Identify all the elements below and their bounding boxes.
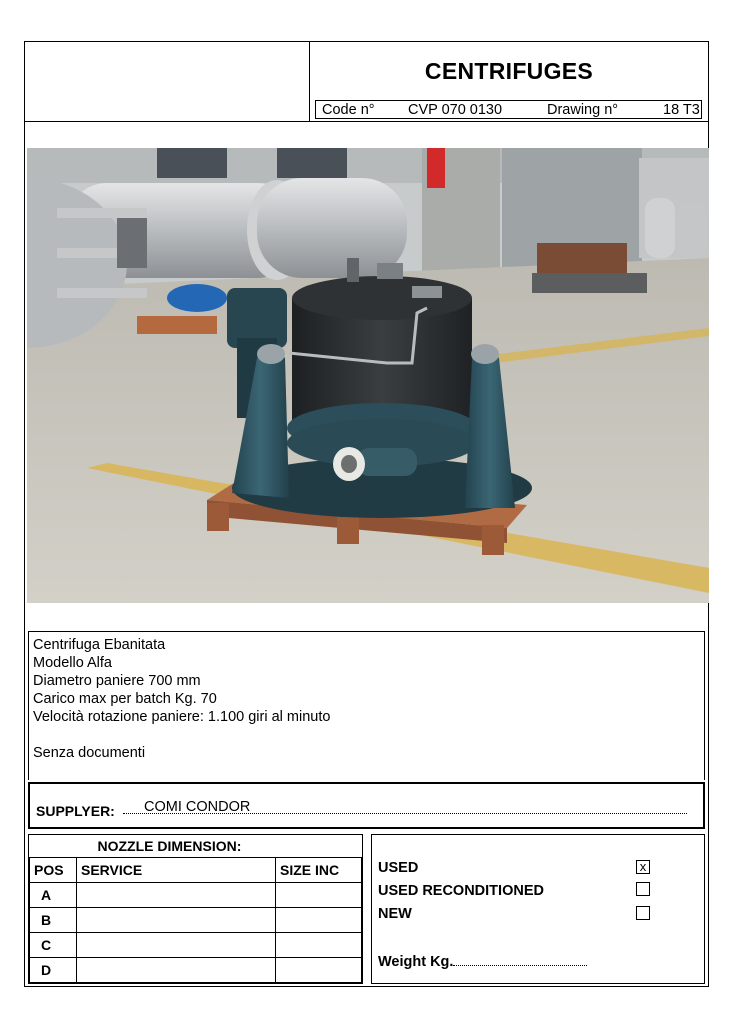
- service-cell[interactable]: [77, 907, 276, 932]
- status-new-checkbox[interactable]: [636, 906, 650, 920]
- col-header-size: SIZE INC: [276, 857, 362, 882]
- header-info: [310, 42, 708, 121]
- description-line: [33, 726, 704, 744]
- product-photo: [27, 148, 709, 603]
- supplier-value: COMI CONDOR: [144, 799, 251, 815]
- drawing-value: 18 T3: [663, 102, 700, 118]
- pos-cell: A: [30, 882, 77, 907]
- pos-cell: B: [30, 907, 77, 932]
- description-line: Diametro paniere 700 mm: [33, 673, 201, 689]
- weight-label: Weight Kg.: [378, 954, 454, 970]
- size-cell[interactable]: [276, 932, 362, 957]
- col-header-service: SERVICE: [77, 857, 276, 882]
- service-cell[interactable]: [77, 882, 276, 907]
- header-divider: [25, 121, 708, 122]
- description-line: Senza documenti: [33, 745, 146, 761]
- table-row: [30, 932, 362, 957]
- description-box: [28, 631, 705, 780]
- size-cell[interactable]: [276, 882, 362, 907]
- condition-box: [371, 834, 705, 984]
- status-reconditioned-checkbox[interactable]: [636, 882, 650, 896]
- datasheet: [24, 41, 709, 987]
- code-value: CVP 070 0130: [408, 102, 503, 118]
- description-line: Centrifuga Ebanitata: [33, 637, 166, 653]
- code-row: [315, 100, 702, 119]
- weight-dotted-line[interactable]: [453, 953, 587, 966]
- status-used-checkbox[interactable]: x: [636, 860, 650, 874]
- service-cell[interactable]: [77, 932, 276, 957]
- size-cell[interactable]: [276, 957, 362, 982]
- table-row: [30, 882, 362, 907]
- nozzle-title: NOZZLE DIMENSION:: [30, 835, 362, 857]
- description-line: Carico max per batch Kg. 70: [33, 691, 217, 707]
- table-row: [30, 957, 362, 982]
- status-reconditioned-label: USED RECONDITIONED: [378, 883, 544, 899]
- table-row: [30, 907, 362, 932]
- status-used-label: USED: [378, 860, 419, 876]
- logo-area: [25, 42, 310, 121]
- size-cell[interactable]: [276, 907, 362, 932]
- pos-cell: C: [30, 932, 77, 957]
- weight-row: [378, 953, 587, 970]
- description-line: Velocità rotazione paniere: 1.100 giri al minuto: [33, 709, 331, 725]
- supplier-label: SUPPLYER:: [36, 803, 115, 819]
- page-title: CENTRIFUGES: [424, 58, 594, 84]
- status-new-label: NEW: [378, 906, 412, 922]
- col-header-pos: POS: [30, 857, 77, 882]
- code-label: Code n°: [322, 102, 375, 118]
- supplier-box: [28, 782, 705, 829]
- nozzle-table: [28, 834, 363, 984]
- pos-cell: D: [30, 957, 77, 982]
- centrifuge-photo: [27, 148, 709, 603]
- drawing-label: Drawing n°: [547, 102, 619, 118]
- description-line: Modello Alfa: [33, 655, 112, 671]
- service-cell[interactable]: [77, 957, 276, 982]
